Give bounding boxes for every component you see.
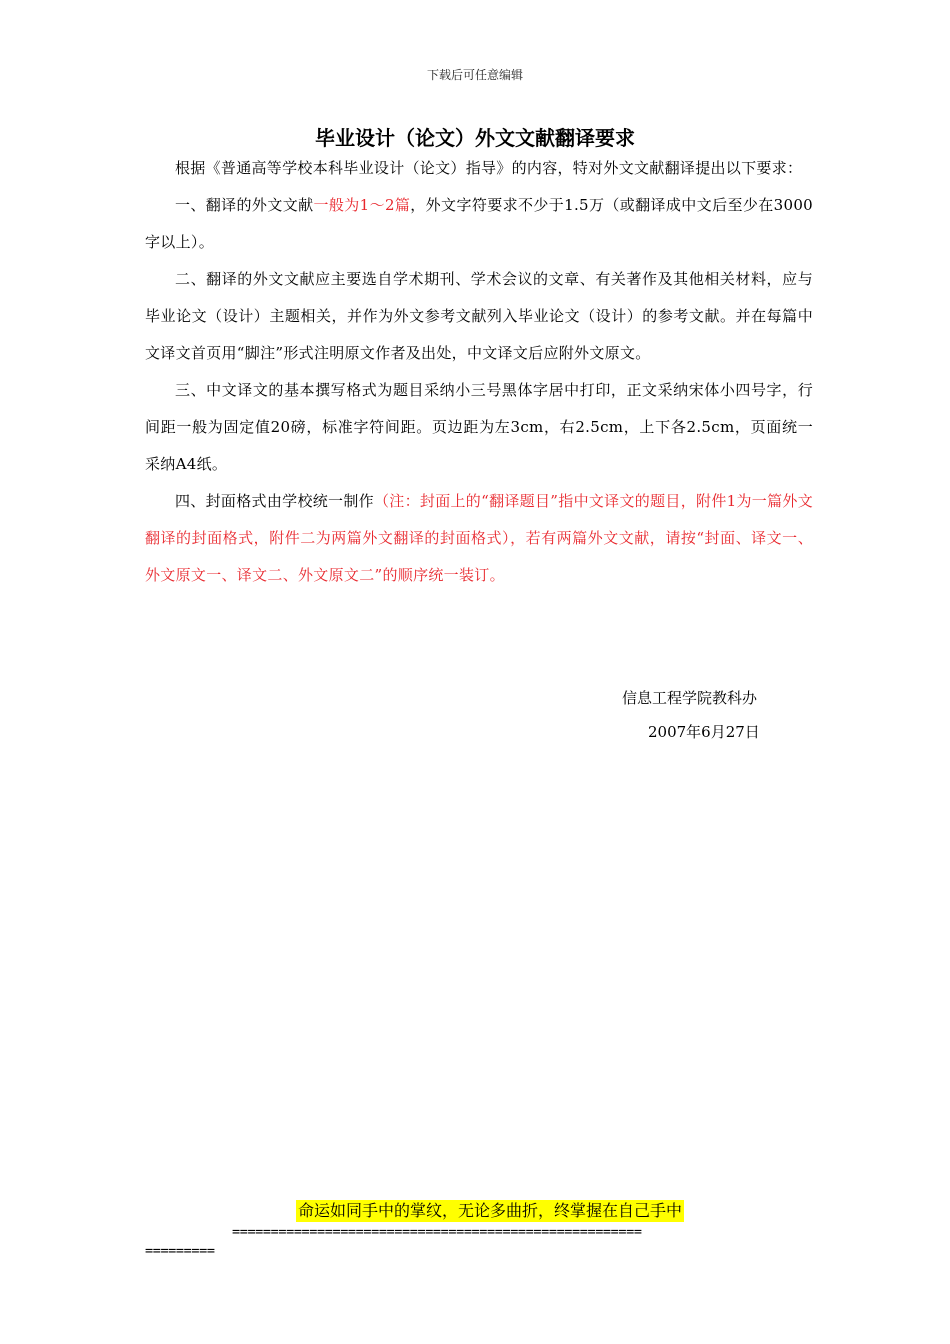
requirement-4-paragraph — [145, 483, 813, 594]
issue-date: 2007年6月27日 — [648, 723, 760, 741]
requirement-1-text-end: ，外文字符要求不少于1.5万（或翻译成中文后至少在3000字以上）。 — [145, 196, 814, 251]
requirement-3-paragraph: 三、中文译文的基本撰写格式为题目采纳小三号黑体字居中打印，正文采纳宋体小四号字，行间距一般为固定值20磅，标准字符间距。页边距为左3cm，右2.5cm，上下各2.5cm，页面统一采纳A4纸。 — [145, 381, 813, 473]
footer-rule-line-1: ===================================================== — [232, 1224, 642, 1240]
requirement-4-text: 四、封面格式由学校统一制作 — [175, 492, 374, 510]
office-name: 信息工程学院教科办 — [622, 689, 758, 707]
document-title: 毕业设计（论文）外文文献翻译要求 — [315, 126, 635, 150]
footer-motto: 命运如同手中的掌纹，无论多曲折，终掌握在自己手中 — [298, 1201, 683, 1220]
requirement-4-note: （注：封面上的“翻译题目”指中文译文的题目，附件1为一篇外文翻译的封面格式，附件二为两篇外文翻译的封面格式），若有两篇外文文献，请按“封面、译文一、外文原文一、译文二、外文原文二”的顺序统一装订。 — [145, 492, 813, 584]
requirement-2-paragraph: 二、翻译的外文文献应主要选自学术期刊、学术会议的文章、有关著作及其他相关材料，应与毕业论文（设计）主题相关，并作为外文参考文献列入毕业论文（设计）的参考文献。并在每篇中文译文首页用“脚注”形式注明原文作者及出处，中文译文后应附外文原文。 — [145, 270, 813, 362]
footer-rule-line-2: ========= — [145, 1243, 215, 1259]
requirement-1-highlight: 一般为1～2篇 — [313, 196, 411, 214]
header-note: 下载后可任意编辑 — [426, 68, 523, 82]
document-body — [145, 150, 813, 594]
requirement-1-paragraph — [145, 187, 813, 261]
requirement-1-text: 一、翻译的外文文献 — [175, 196, 314, 214]
intro-paragraph: 根据《普通高等学校本科毕业设计（论文）指导》的内容，特对外文文献翻译提出以下要求： — [175, 159, 803, 177]
